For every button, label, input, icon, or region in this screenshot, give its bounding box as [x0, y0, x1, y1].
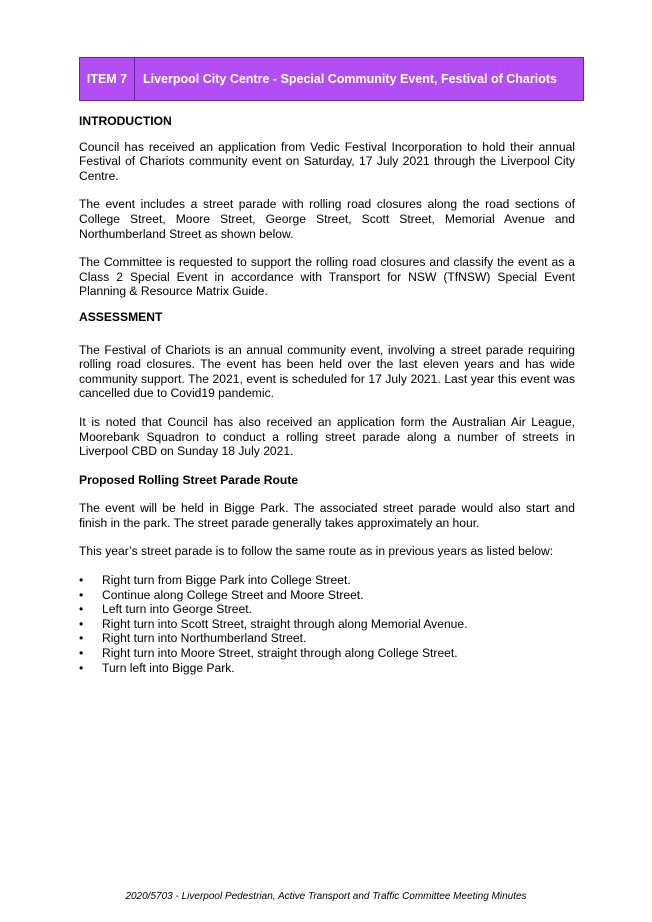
assessment-heading: ASSESSMENT	[79, 309, 163, 324]
assessment-paragraph-1: The Festival of Chariots is an annual community event, involving a street parade requiring rolling road closures. The event has been held over the last eleven years and has wide community support. The 2021, event is scheduled for 17 July 2021. Last year this event was cancelled due to Covid19 pandemic.	[79, 342, 575, 401]
bullet-glyph: •	[79, 631, 84, 646]
assessment-paragraph-2: It is noted that Council has also received an application form the Australian Air League, Moorebank Squadron to conduct a rolling street parade along a number of streets in Liverpool CBD on Sunday 18 July 2021.	[79, 414, 575, 459]
bullet-glyph: •	[79, 602, 84, 617]
list-item: • Right turn from Bigge Park into College Street.	[79, 573, 351, 588]
route-steps-list	[79, 573, 575, 675]
intro-paragraph-1: Council has received an application from Vedic Festival Incorporation to hold their annual Festival of Chariots community event on Saturday, 17 July 2021 through the Liverpool City Centre.	[79, 139, 575, 183]
bullet-glyph: •	[79, 660, 84, 675]
item-header	[79, 57, 584, 101]
list-item: • Continue along College Street and Moore Street.	[79, 587, 364, 602]
document-body	[79, 114, 575, 675]
route-heading: Proposed Rolling Street Parade Route	[79, 472, 299, 487]
intro-paragraph-3: The Committee is requested to support the rolling road closures and classify the event as a Class 2 Special Event in accordance with Transport for NSW (TfNSW) Special Event Planning & Resource Matrix Guide.	[79, 255, 575, 299]
route-paragraph-2: This year’s street parade is to follow the same route as in previous years as listed below:	[79, 544, 554, 559]
bullet-glyph: •	[79, 616, 84, 631]
item-number: ITEM 7	[80, 58, 135, 100]
list-item: • Turn left into Bigge Park.	[79, 660, 235, 675]
introduction-heading: INTRODUCTION	[79, 114, 172, 128]
bullet-glyph: •	[79, 573, 84, 588]
page-footer: 2020/5703 - Liverpool Pedestrian, Active Transport and Traffic Committee Meeting Minutes	[125, 891, 527, 902]
bullet-glyph: •	[79, 587, 84, 602]
list-item: • Left turn into George Street.	[79, 602, 252, 617]
list-item: • Right turn into Northumberland Street.	[79, 631, 307, 646]
list-item: • Right turn into Moore Street, straight through along College Street.	[79, 646, 458, 661]
list-item: • Right turn into Scott Street, straight through along Memorial Avenue.	[79, 616, 468, 631]
bullet-glyph: •	[79, 646, 84, 661]
item-title: Liverpool City Centre - Special Community Event, Festival of Chariots	[143, 72, 557, 86]
intro-paragraph-2: The event includes a street parade with rolling road closures along the road sections of College Street, Moore Street, George Street, Scott Street, Memorial Avenue and Northumberland Street as shown below.	[79, 197, 575, 241]
route-paragraph-1: The event will be held in Bigge Park. The associated street parade would also start and finish in the park. The street parade generally takes approximately an hour.	[79, 501, 575, 530]
